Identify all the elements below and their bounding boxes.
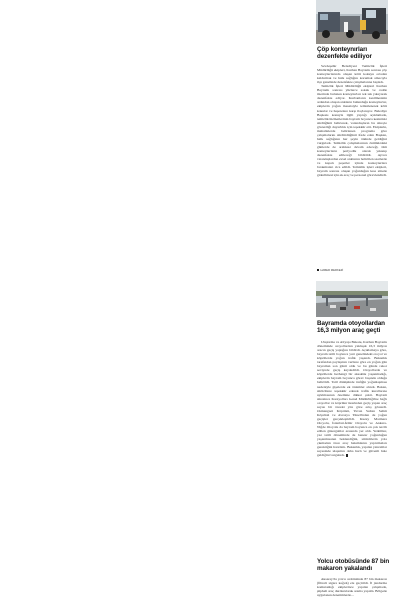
article-2-paragraph (317, 340, 387, 457)
article-1-body (317, 64, 387, 269)
news-column (316, 0, 392, 597)
article-1-byline (317, 269, 387, 272)
article-2-photo (316, 281, 388, 317)
article-1-byline-text: HABER MERKEZİ (320, 268, 344, 272)
article-2-headline: Bayramda otoyollardan 16,3 milyon araç geçti (317, 320, 385, 335)
article-3-headline: Yolcu otobüsünde 87 bin makaron yakalandı (317, 558, 390, 573)
article-2-paragraph-text: Ulaştırma ve Altyapı Bakanı, Kurban Bayramı döneminde otoyollardan yaklaşık 16,3 milyon aracın geçiş yaptığını bildirdi. Açıklamaya göre, bayram tatili boyunca yurt genelindeki otoyol ve köprülerde yoğun trafik yaşandı. Bakanlık tarafından paylaşılan verilere göre en yoğun gün bayramın son günü oldu ve bu günde rekor seviyede geçiş kaydedildi. Otoyollarda ve köprülerde herhangi bir aksaklık yaşanmadığı, ekiplerin bayram boyunca görev başında olduğu belirtildi. Tatil dönüşünde trafiğin yoğunlaşması nedeniyle gişelerde ek önlemler alındı. Bakan, sürücülere teşekkür ederek trafik kurallarına uyulmasının önemine dikkat çekti. Bayram süresince Karayolları Genel Müdürlüğü'ne bağlı otoyollar ve köprüler üzerinden geçiş yapan araç sayısı bir önceki yıla göre artış gösterdi. Osmangazi Köprüsü, Yavuz Sultan Selim Köprüsü ve Avrasya Tüneli'nden de yoğun geçişler gerçekleştirildi. Kuzey Marmara Otoyolu, İstanbul-İzmir Otoyolu ve Ankara-Niğde Otoyolu da bayram boyunca en çok tercih edilen güzergahlar arasında yer aldı. Yetkililer, yaz tatili döneminde de benzer yoğunluğun yaşanmasının beklendiğini, sürücülerin yola çıkmadan önce araç bakımlarını yaptırmaları gerektiğini hatırlattı. Bakanlık, yapılan yatırımlar sayesinde ulaşımın daha hızlı ve güvenli hale geldiğini vurguladı. (317, 340, 387, 458)
article-1-paragraph: Sevdeşehir Belediyesi Temizlik İşleri Müdürlüğü ekipleri, Kurban Bayramı sonrası çöp konteynırlarında oluşan kötü kokuyu ortadan kaldırmak ve halk sağlığını korumak amacıyla ilçe genelinde dezenfekte çalışmalarına başladı. (317, 64, 387, 85)
article-1-headline: Çöp konteynırları dezenfekte ediliyor (317, 46, 372, 61)
article-3-paragraph: Aksaray'da yolcu otobüsünde 87 bin makaron (filtreli sigara kağıdı) ele geçirildi. İl jandarma komutanlığı ekiplerince yapılan çalışmada, şüpheli araç durdurularak arama yapıldı. Bölgede uygulanan denetimlerde... (317, 577, 387, 597)
article-1-photo (316, 0, 388, 44)
end-square-icon (346, 454, 348, 456)
article-3-body (317, 577, 387, 597)
article-1-paragraph: Temizlik İşleri Müdürlüğü ekipleri Kurban Bayramı sonrası yüzlerce sokak ve cadde üzerinde bulunan konteynırları tek tek yıkayarak dezenfekte ediyor. Kurbanların kesilmesinin ardından oluşan atıkların bulunduğu konteynırlar, ekiplerin yoğun mesaisiyle temizlenerek kötü kokular ve haşerelere karşı ilaçlanıyor. Belediye Başkanı konuyla ilgili yaptığı açıklamada, temizlik hizmetlerinin bayram boyunca kesintisiz sürdüğünü belirterek, vatandaşların bu süreçte gösterdiği duyarlılık için teşekkür etti. Ekiplerin, mahallelerde belirlenen programa göre çalışmalarını sürdürdüğünü ifade eden Başkan, halk sağlığının her şeyin önünde geldiğini vurguladı. Temizlik çalışmalarının önümüzdeki günlerde de aralıksız devam edeceği, tüm konteynırların periyodik olarak yıkanıp dezenfekte edileceği bildirildi. Ayrıca vatandaşlardan evsel atıklarını belirtilen saatlerde ve kapalı poşetler içinde konteynırlara bırakmaları rica edildi. Temizlik işleri ekipleri, bayram sonrası oluşan yoğunluğun kısa sürede giderilmesi için ek araç ve personel görevlendirdi. (317, 84, 388, 178)
highway-photo-image (316, 281, 388, 317)
article-2-body (317, 340, 387, 552)
truck-photo-image (316, 0, 388, 44)
